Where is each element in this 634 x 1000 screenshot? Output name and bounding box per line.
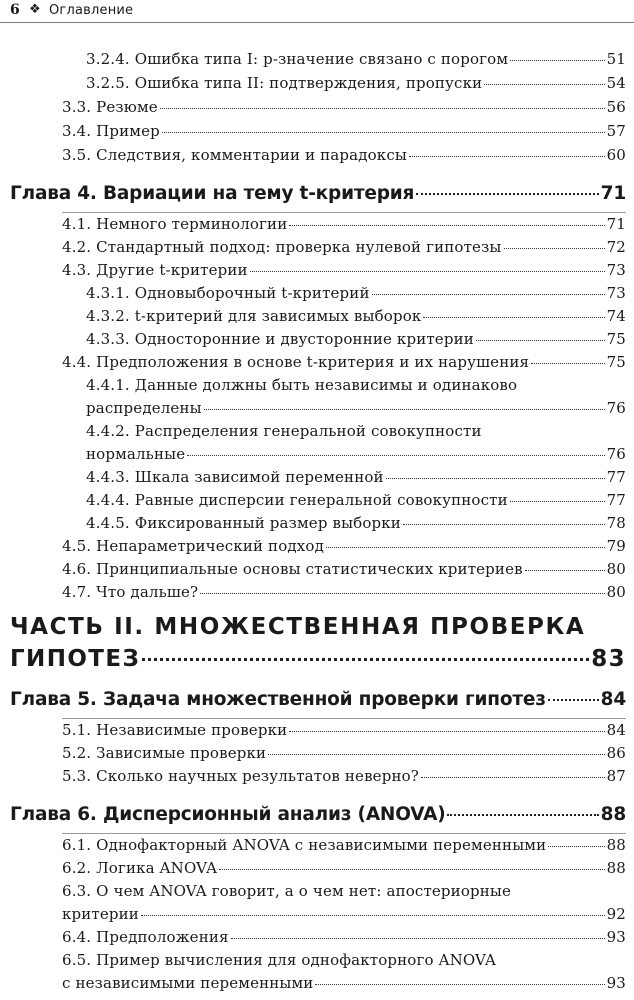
entry-title-line1: 4.4.1. Данные должны быть независимы и одинаково (86, 376, 518, 394)
dot-leader (423, 317, 604, 318)
entry-page: 75 (606, 353, 626, 371)
chapter-title: Глава 6. Дисперсионный анализ (ANOVA) (10, 804, 446, 825)
chapter-title: Глава 4. Вариации на тему t-критерия (10, 183, 415, 204)
entry-title: 3.3. Резюме (62, 98, 158, 116)
toc-entry[interactable] (62, 98, 626, 116)
toc-entry[interactable] (86, 50, 626, 68)
entry-page: 84 (606, 721, 626, 739)
dot-leader (142, 658, 589, 661)
toc-entry[interactable] (86, 307, 626, 325)
dot-leader (409, 156, 605, 157)
dot-leader (548, 846, 604, 847)
running-title: Оглавление (49, 3, 134, 18)
toc-entry[interactable] (86, 284, 626, 302)
entry-title-line1: 6.3. О чем ANOVA говорит, а о чем нет: апостериорные (62, 882, 512, 900)
toc-part[interactable] (10, 646, 626, 672)
entry-page: 56 (606, 98, 626, 116)
entry-title: 3.5. Следствия, комментарии и парадоксы (62, 146, 407, 164)
dot-leader (289, 731, 604, 732)
entry-title: 4.3.3. Односторонние и двусторонние критерии (86, 330, 474, 348)
dot-leader (187, 455, 604, 456)
entry-page: 76 (606, 445, 626, 463)
entry-title: 3.2.5. Ошибка типа II: подтверждения, пропуски (86, 74, 483, 92)
entry-title: 4.4. Предположения в основе t-критерия и их нарушения (62, 353, 530, 371)
entry-title: 4.4.5. Фиксированный размер выборки (86, 514, 401, 532)
dot-leader (204, 409, 605, 410)
page-number: 6 (10, 2, 20, 18)
entry-page: 86 (606, 744, 626, 762)
entry-page: 73 (606, 284, 626, 302)
chapter-page: 88 (600, 804, 626, 825)
entry-title: 5.2. Зависимые проверки (62, 744, 267, 762)
chapter-page: 84 (600, 689, 626, 710)
dot-leader (386, 478, 605, 479)
dot-leader (289, 225, 604, 226)
entry-title: 6.4. Предположения (62, 928, 229, 946)
toc-entry[interactable] (86, 491, 626, 509)
toc-entry[interactable] (86, 468, 626, 486)
entry-page: 87 (606, 767, 626, 785)
entry-page: 77 (606, 468, 626, 486)
toc-chapter[interactable] (10, 689, 626, 710)
chapter-page: 71 (600, 183, 626, 204)
chapter-rule (62, 212, 626, 213)
entry-title: 3.2.4. Ошибка типа I: p-значение связано с порогом (86, 50, 509, 68)
toc-entry[interactable] (62, 146, 626, 164)
dot-leader (250, 271, 605, 272)
dot-leader (421, 777, 605, 778)
entry-page: 80 (606, 560, 626, 578)
dot-leader (200, 593, 604, 594)
toc-entry[interactable] (62, 836, 626, 854)
dot-leader (548, 699, 599, 701)
entry-title: 5.3. Сколько научных результатов неверно? (62, 767, 419, 785)
toc-chapter[interactable] (10, 804, 626, 825)
toc-entry[interactable] (86, 74, 626, 92)
toc-entry[interactable] (62, 537, 626, 555)
entry-page: 73 (606, 261, 626, 279)
entry-page: 75 (606, 330, 626, 348)
entry-page: 51 (606, 50, 626, 68)
dot-leader (525, 570, 605, 571)
toc-entry[interactable] (62, 928, 626, 946)
toc-entry[interactable] (62, 744, 626, 762)
entry-title: 4.1. Немного терминологии (62, 215, 288, 233)
entry-page: 74 (606, 307, 626, 325)
entry-title: 4.2. Стандартный подход: проверка нулевой гипотезы (62, 238, 502, 256)
dot-leader (160, 108, 605, 109)
chapter-title: Глава 5. Задача множественной проверки гипотез (10, 689, 546, 710)
toc-entry[interactable] (62, 122, 626, 140)
part-page: 83 (591, 646, 626, 672)
toc-entry[interactable] (86, 330, 626, 348)
entry-page: 76 (606, 399, 626, 417)
dot-leader (476, 340, 605, 341)
entry-page: 77 (606, 491, 626, 509)
entry-title: 6.2. Логика ANOVA (62, 859, 218, 877)
entry-page: 72 (606, 238, 626, 256)
dot-leader (372, 294, 605, 295)
toc-entry[interactable] (62, 974, 626, 992)
chapter-rule (62, 718, 626, 719)
ornament-icon: ❖ (29, 2, 41, 17)
entry-page: 79 (606, 537, 626, 555)
entry-title: нормальные (86, 445, 186, 463)
part-title-line1: ЧАСТЬ II. МНОЖЕСТВЕННАЯ ПРОВЕРКА (10, 614, 586, 640)
entry-page: 93 (606, 974, 626, 992)
toc-entry[interactable] (86, 445, 626, 463)
entry-title: 4.3.2. t-критерий для зависимых выборок (86, 307, 422, 325)
entry-title: 4.4.4. Равные дисперсии генеральной совокупности (86, 491, 508, 509)
entry-title: 4.3. Другие t-критерии (62, 261, 248, 279)
part-title: ГИПОТЕЗ (10, 646, 141, 672)
dot-leader (141, 915, 605, 916)
entry-page: 57 (606, 122, 626, 140)
entry-title: 4.3.1. Одновыборочный t-критерий (86, 284, 370, 302)
toc-entry[interactable] (62, 905, 626, 923)
toc-entry[interactable] (62, 859, 626, 877)
toc-entry[interactable] (62, 767, 626, 785)
dot-leader (326, 547, 605, 548)
entry-title: 4.7. Что дальше? (62, 583, 199, 601)
entry-title: 4.5. Непараметрический подход (62, 537, 324, 555)
entry-page: 71 (606, 215, 626, 233)
dot-leader (231, 938, 605, 939)
running-header (0, 0, 634, 23)
dot-leader (268, 754, 604, 755)
dot-leader (484, 84, 604, 85)
toc-entry[interactable] (62, 583, 626, 601)
dot-leader (219, 869, 605, 870)
dot-leader (510, 501, 605, 502)
toc-entry[interactable] (62, 353, 626, 371)
entry-page: 60 (606, 146, 626, 164)
entry-title-line1: 4.4.2. Распределения генеральной совокупности (86, 422, 482, 440)
entry-title: 4.4.3. Шкала зависимой переменной (86, 468, 384, 486)
entry-page: 54 (606, 74, 626, 92)
entry-page: 92 (606, 905, 626, 923)
entry-title: с независимыми переменными (62, 974, 314, 992)
entry-title: 3.4. Пример (62, 122, 160, 140)
dot-leader (416, 193, 598, 195)
dot-leader (315, 984, 604, 985)
toc-entry[interactable] (62, 261, 626, 279)
entry-title-line1: 6.5. Пример вычисления для однофакторного ANOVA (62, 951, 496, 969)
dot-leader (510, 60, 604, 61)
entry-page: 88 (606, 859, 626, 877)
dot-leader (504, 248, 605, 249)
toc-entry[interactable] (86, 399, 626, 417)
dot-leader (162, 132, 605, 133)
toc-entry[interactable] (62, 560, 626, 578)
toc-entry[interactable] (62, 215, 626, 233)
entry-title: 6.1. Однофакторный ANOVA с независимыми переменными (62, 836, 547, 854)
dot-leader (403, 524, 605, 525)
entry-title: распределены (86, 399, 202, 417)
chapter-rule (62, 833, 626, 834)
entry-title: 4.6. Принципиальные основы статистических критериев (62, 560, 523, 578)
entry-page: 93 (606, 928, 626, 946)
entry-page: 88 (606, 836, 626, 854)
entry-page: 80 (606, 583, 626, 601)
dot-leader (531, 363, 605, 364)
toc-entry[interactable] (86, 514, 626, 532)
entry-title: критерии (62, 905, 139, 923)
dot-leader (447, 814, 598, 816)
toc-chapter[interactable] (10, 183, 626, 204)
toc-entry[interactable] (62, 238, 626, 256)
entry-page: 78 (606, 514, 626, 532)
toc-entry[interactable] (62, 721, 626, 739)
entry-title: 5.1. Независимые проверки (62, 721, 288, 739)
